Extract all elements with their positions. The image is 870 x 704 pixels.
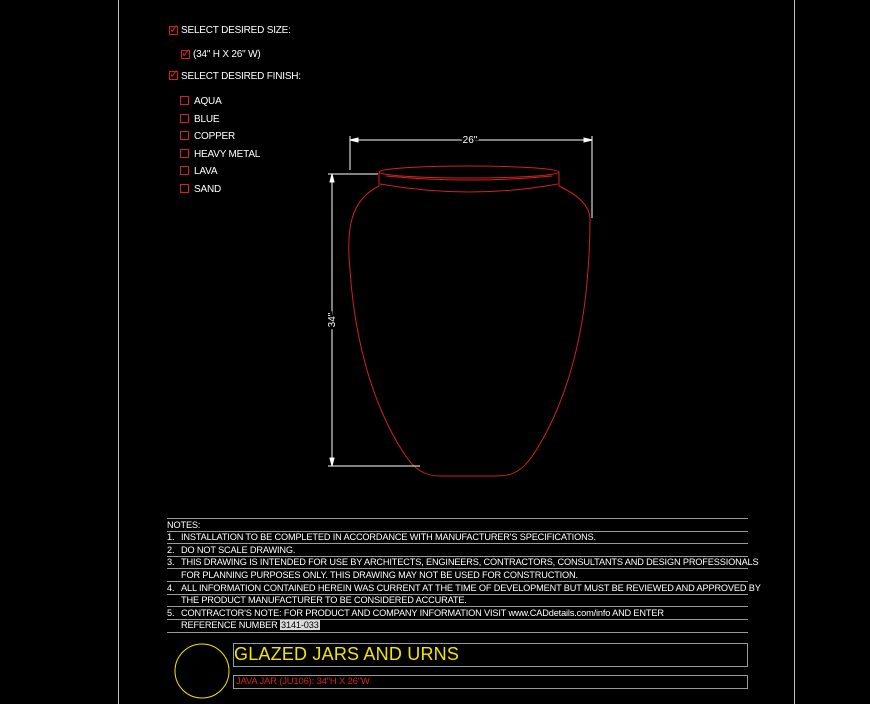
note-text: INSTALLATION TO BE COMPLETED IN ACCORDANCE WITH MANUFACTURER'S SPECIFICATIONS.	[181, 532, 596, 542]
finish-label-blue: BLUE	[194, 114, 220, 125]
checkmark-icon: ✓	[169, 67, 180, 81]
note-text: DO NOT SCALE DRAWING.	[181, 545, 296, 555]
checkmark-icon: ✓	[181, 46, 192, 60]
note-3-cont	[167, 569, 748, 581]
note-5	[167, 607, 748, 619]
drawing-title: GLAZED JARS AND URNS	[234, 644, 460, 664]
jar-rim-lower	[380, 184, 558, 192]
finish-header: SELECT DESIRED FINISH:	[181, 71, 301, 82]
dimension-lines	[328, 136, 592, 466]
note-text: CONTRACTOR'S NOTE: FOR PRODUCT AND COMPANY INFORMATION VISIT www.CADdetails.com/info AND ENTER	[181, 608, 664, 618]
jar-body	[349, 186, 590, 476]
note-number: 4.	[167, 583, 175, 593]
jar-outline	[349, 166, 590, 476]
height-dimension-label: 34"	[327, 312, 338, 328]
reference-number: 3141-033	[281, 620, 319, 630]
note-1	[167, 531, 748, 543]
notes-rule	[167, 632, 748, 633]
note-number: 2.	[167, 545, 175, 555]
note-4	[167, 582, 761, 594]
finish-label-lava: LAVA	[194, 166, 218, 177]
finish-label-copper: COPPER	[194, 131, 236, 142]
checkmark-icon: ✓	[169, 22, 180, 36]
note-number: 3.	[167, 557, 175, 567]
note-number: 1.	[167, 532, 175, 542]
finish-label-aqua: AQUA	[194, 96, 222, 107]
reference-label: REFERENCE NUMBER	[181, 620, 278, 630]
note-5-cont	[167, 619, 748, 631]
logo-circle	[172, 641, 232, 701]
note-2	[167, 544, 748, 556]
drawing-subtitle: JAVA JAR (JU106): 34"H X 26"W	[236, 676, 370, 687]
note-text: THIS DRAWING IS INTENDED FOR USE BY ARCHITECTS, ENGINEERS, CONTRACTORS, CONSULTANTS AND DESIGN PROFESSIONALS	[181, 557, 759, 567]
notes-header: NOTES:	[167, 520, 201, 530]
note-text: ALL INFORMATION CONTAINED HEREIN WAS CURRENT AT THE TIME OF DEVELOPMENT BUT MUST BE REVIEWED AND APPROVED BY	[181, 583, 761, 593]
width-dimension-label: 26"	[462, 135, 478, 146]
note-4-cont	[167, 594, 748, 606]
note-text: FOR PLANNING PURPOSES ONLY. THIS DRAWING MAY NOT BE USED FOR CONSTRUCTION.	[181, 570, 578, 580]
note-number: 5.	[167, 608, 175, 618]
jar-rim-outer	[379, 166, 559, 178]
finish-label-heavy-metal: HEAVY METAL	[194, 149, 261, 160]
note-text: THE PRODUCT MANUFACTURER TO BE CONSIDERED ACCURATE.	[181, 595, 467, 605]
finish-label-sand: SAND	[194, 184, 221, 195]
size-header: SELECT DESIRED SIZE:	[181, 25, 291, 36]
jar-shoulder-right	[559, 186, 590, 218]
size-option-label: (34" H X 26" W)	[193, 49, 261, 60]
note-3	[167, 556, 759, 568]
